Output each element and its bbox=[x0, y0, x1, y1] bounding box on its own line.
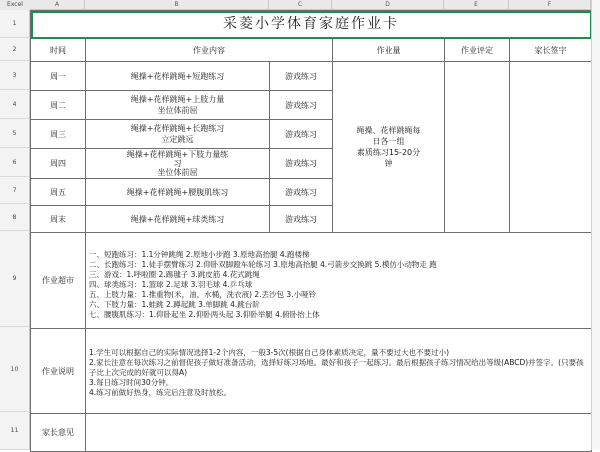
amount-cell[interactable]: 绳操、花样跳绳每 日各一组 素质练习15-20分 钟 bbox=[333, 62, 445, 233]
column-header-a[interactable]: A bbox=[30, 0, 85, 10]
column-header-d[interactable]: D bbox=[332, 0, 444, 10]
content-cell[interactable]: 绳操+花样跳绳+上肢力量 坐位体前屈 bbox=[86, 91, 270, 120]
row-header-7[interactable]: 7 bbox=[0, 177, 30, 204]
supermarket-text[interactable]: 一、短跑练习：1.1分钟跳绳 2.原地小步跑 3.原地高抬腿 4.跑楼梯 二、长跑练习：1.徒手摆臂练习 2.仰卧双脚蹬车轮练习 3.原地高抬腿 4.弓箭步交换跳 5.模仿小动物走 跑 三、游戏：1.呼啦圈 2.踢毽子 3.跳皮筋 4.花式跳绳 四、球类练习：1.篮球 2.足球 3.羽毛球 4.乒乓球 五、上肢力量：1.推重物(米，油，水桶，洗衣液) 2.丢沙包 3.小哑铃 六、下肢力量：1.蛙跳 2.蹲起跳 3.单脚跳 4.跳台阶 七、腰腹肌练习：1.仰卧起坐 2.仰卧两头起 3.仰卧举腿 4.俯卧抬上体 bbox=[86, 233, 592, 329]
parent-opinion-cell[interactable] bbox=[86, 414, 592, 452]
homework-card-table bbox=[30, 10, 592, 452]
column-header-f[interactable]: F bbox=[509, 0, 591, 10]
row-header-2[interactable]: 2 bbox=[0, 38, 30, 61]
content-cell[interactable]: 绳操+花样跳绳+下肢力量练 习 坐位体前屈 bbox=[86, 149, 270, 179]
day-cell[interactable]: 周五 bbox=[31, 179, 86, 206]
explanation-text[interactable]: 1.学生可以根据自己的实际情况选择1-2个内容，一般3-5次(根据自己身体素质决定，量不要过大也不要过小) 2.家长注意在每次练习之前督促孩子做好准备活动，选择好练习场地。最好和孩子一起练习。最后根据孩子练习情况给出等级(ABCD)并签字。(只要孩子比上次完成的好就可以得A) 3.每日练习时间30分钟。 4.练习前做好热身，练完后注意及时放松。 bbox=[86, 329, 592, 414]
column-header-c[interactable]: C bbox=[269, 0, 332, 10]
supermarket-label[interactable]: 作业超市 bbox=[31, 233, 86, 329]
explanation-label[interactable]: 作业说明 bbox=[31, 329, 86, 414]
game-cell[interactable]: 游戏练习 bbox=[270, 179, 333, 206]
column-header-b[interactable]: B bbox=[85, 0, 269, 10]
parent-opinion-label[interactable]: 家长意见 bbox=[31, 414, 86, 452]
header-time[interactable]: 时间 bbox=[31, 39, 86, 62]
row-header-3[interactable]: 3 bbox=[0, 61, 30, 90]
header-content[interactable]: 作业内容 bbox=[86, 39, 333, 62]
row-header-6[interactable]: 6 bbox=[0, 148, 30, 177]
day-cell[interactable]: 周一 bbox=[31, 62, 86, 91]
day-cell[interactable]: 周四 bbox=[31, 149, 86, 179]
row-header-8[interactable]: 8 bbox=[0, 204, 30, 231]
sheet-title[interactable]: 采菱小学体育家庭作业卡 bbox=[31, 11, 592, 39]
header-evaluation[interactable]: 作业评定 bbox=[445, 39, 510, 62]
app-corner-label: Excel bbox=[0, 0, 31, 11]
content-cell[interactable]: 绳操+花样跳绳+腰腹肌练习 bbox=[86, 179, 270, 206]
day-cell[interactable]: 周二 bbox=[31, 91, 86, 120]
day-cell[interactable]: 周末 bbox=[31, 206, 86, 233]
content-cell[interactable]: 绳操+花样跳绳+长跑练习 立定跳远 bbox=[86, 120, 270, 149]
header-parent-sign[interactable]: 家长签字 bbox=[510, 39, 592, 62]
row-header-11[interactable]: 11 bbox=[0, 412, 30, 450]
game-cell[interactable]: 游戏练习 bbox=[270, 62, 333, 91]
parent-sign-cell[interactable] bbox=[510, 62, 592, 233]
evaluation-cell[interactable] bbox=[445, 62, 510, 233]
row-header-9[interactable]: 9 bbox=[0, 231, 30, 327]
vertical-scrollbar[interactable] bbox=[591, 0, 600, 450]
row-header-10[interactable]: 10 bbox=[0, 327, 30, 412]
game-cell[interactable]: 游戏练习 bbox=[270, 120, 333, 149]
day-cell[interactable]: 周三 bbox=[31, 120, 86, 149]
game-cell[interactable]: 游戏练习 bbox=[270, 206, 333, 233]
game-cell[interactable]: 游戏练习 bbox=[270, 149, 333, 179]
row-header-1[interactable]: 1 bbox=[0, 10, 30, 38]
column-header-e[interactable]: E bbox=[444, 0, 509, 10]
row-header-5[interactable]: 5 bbox=[0, 119, 30, 148]
content-cell[interactable]: 绳操+花样跳绳+球类练习 bbox=[86, 206, 270, 233]
header-amount[interactable]: 作业量 bbox=[333, 39, 445, 62]
game-cell[interactable]: 游戏练习 bbox=[270, 91, 333, 120]
row-header-4[interactable]: 4 bbox=[0, 90, 30, 119]
content-cell[interactable]: 绳操+花样跳绳+短跑练习 bbox=[86, 62, 270, 91]
